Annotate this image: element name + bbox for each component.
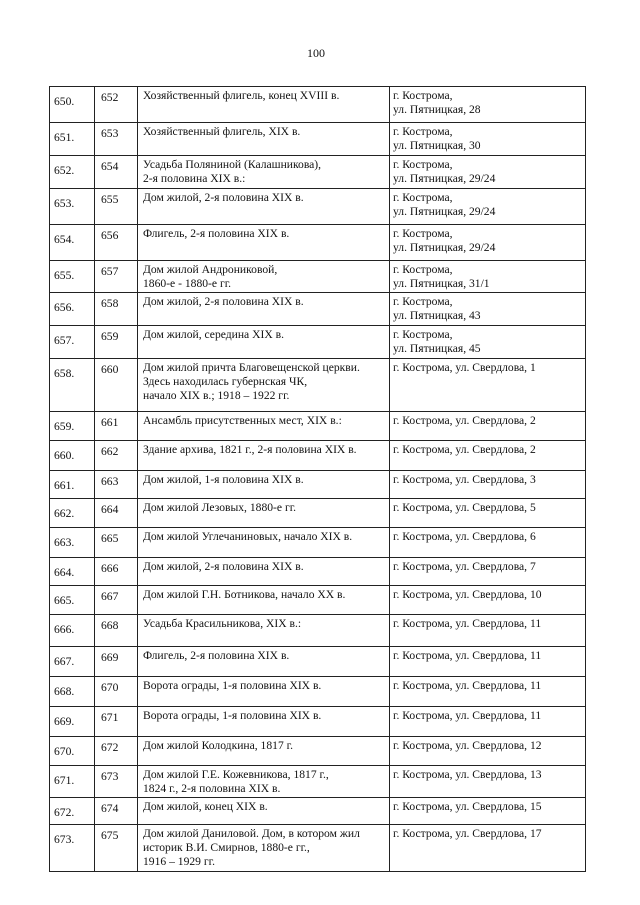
row-number: 661. (54, 479, 75, 492)
object-name: Флигель, 2-я половина XIX в. (143, 649, 290, 662)
table-row (50, 261, 586, 293)
row-code-cell (95, 707, 138, 737)
row-number-cell (50, 123, 95, 156)
row-number: 665. (54, 594, 75, 607)
table-row (50, 528, 586, 558)
object-address: г. Кострома, ул. Свердлова, 5 (393, 501, 536, 514)
object-address: г. Кострома, ул. Пятницкая, 45 (393, 328, 481, 355)
object-name-cell (138, 189, 390, 225)
table-row (50, 677, 586, 707)
object-address: г. Кострома, ул. Свердлова, 2 (393, 443, 536, 456)
object-name-cell (138, 261, 390, 293)
row-number: 662. (54, 507, 75, 520)
row-code-cell (95, 766, 138, 798)
row-number-cell (50, 359, 95, 412)
object-name-cell (138, 441, 390, 471)
row-number-cell (50, 471, 95, 499)
row-code-cell (95, 615, 138, 647)
row-code: 654 (101, 160, 119, 173)
row-code-cell (95, 412, 138, 441)
object-address-cell (390, 156, 586, 189)
object-name: Дом жилой Андрониковой, 1860-е - 1880-е гг. (143, 263, 278, 290)
object-name-cell (138, 825, 390, 872)
table-row (50, 87, 586, 123)
table-row (50, 359, 586, 412)
object-address-cell (390, 766, 586, 798)
row-code: 665 (101, 532, 119, 545)
row-code: 666 (101, 562, 119, 575)
object-name: Дом жилой Колодкина, 1817 г. (143, 739, 293, 752)
row-code: 669 (101, 651, 119, 664)
row-code-cell (95, 677, 138, 707)
object-name-cell (138, 558, 390, 586)
row-number-cell (50, 293, 95, 326)
row-code: 670 (101, 681, 119, 694)
row-code: 658 (101, 297, 119, 310)
row-code-cell (95, 293, 138, 326)
row-code-cell (95, 471, 138, 499)
object-address: г. Кострома, ул. Свердлова, 12 (393, 739, 542, 752)
object-name-cell (138, 615, 390, 647)
row-code: 667 (101, 590, 119, 603)
row-code: 671 (101, 711, 119, 724)
object-name-cell (138, 87, 390, 123)
row-number: 659. (54, 420, 75, 433)
object-name-cell (138, 586, 390, 615)
table-body (50, 87, 586, 872)
row-code-cell (95, 647, 138, 677)
object-name-cell (138, 471, 390, 499)
table-row (50, 586, 586, 615)
row-number: 650. (54, 95, 75, 108)
table-row (50, 766, 586, 798)
object-address: г. Кострома, ул. Пятницкая, 30 (393, 125, 481, 152)
row-code-cell (95, 123, 138, 156)
row-number-cell (50, 225, 95, 261)
row-code-cell (95, 737, 138, 766)
table-row (50, 707, 586, 737)
row-code: 675 (101, 829, 119, 842)
row-code: 659 (101, 330, 119, 343)
row-code-cell (95, 189, 138, 225)
row-code-cell (95, 441, 138, 471)
object-address: г. Кострома, ул. Свердлова, 2 (393, 414, 536, 427)
object-address: г. Кострома, ул. Свердлова, 15 (393, 800, 542, 813)
row-number: 651. (54, 131, 75, 144)
row-number: 667. (54, 655, 75, 668)
row-code: 661 (101, 416, 119, 429)
row-number: 672. (54, 806, 75, 819)
object-name-cell (138, 707, 390, 737)
row-number-cell (50, 677, 95, 707)
row-code-cell (95, 225, 138, 261)
row-code-cell (95, 261, 138, 293)
object-address-cell (390, 87, 586, 123)
table-row (50, 441, 586, 471)
row-number-cell (50, 586, 95, 615)
page-number: 100 (307, 46, 325, 60)
object-name: Хозяйственный флигель, конец XVIII в. (143, 89, 340, 102)
object-address-cell (390, 558, 586, 586)
object-name: Дом жилой, 2-я половина XIX в. (143, 560, 304, 573)
row-number-cell (50, 156, 95, 189)
row-number-cell (50, 647, 95, 677)
object-address: г. Кострома, ул. Пятницкая, 43 (393, 295, 481, 322)
row-number: 673. (54, 833, 75, 846)
object-name: Здание архива, 1821 г., 2-я половина XIX в. (143, 443, 357, 456)
object-address: г. Кострома, ул. Свердлова, 3 (393, 473, 536, 486)
object-address: г. Кострома, ул. Пятницкая, 29/24 (393, 227, 496, 254)
object-name: Дом жилой, середина XIX в. (143, 328, 284, 341)
object-name: Ансамбль присутственных мест, XIX в.: (143, 414, 342, 427)
object-name-cell (138, 647, 390, 677)
table-row (50, 558, 586, 586)
table-row (50, 647, 586, 677)
table-row (50, 189, 586, 225)
row-code: 657 (101, 265, 119, 278)
object-address-cell (390, 586, 586, 615)
object-name: Дом жилой, конец XIX в. (143, 800, 268, 813)
table-row (50, 123, 586, 156)
object-address-cell (390, 499, 586, 528)
object-name: Дом жилой Г.Е. Кожевникова, 1817 г., 1824 г., 2-я половина XIX в. (143, 768, 329, 795)
object-address-cell (390, 798, 586, 825)
object-name: Дом жилой, 2-я половина XIX в. (143, 191, 304, 204)
row-number: 654. (54, 233, 75, 246)
row-number: 671. (54, 774, 75, 787)
object-address: г. Кострома, ул. Пятницкая, 31/1 (393, 263, 490, 290)
row-number-cell (50, 87, 95, 123)
row-number-cell (50, 707, 95, 737)
object-name-cell (138, 359, 390, 412)
table-row (50, 293, 586, 326)
row-number: 653. (54, 197, 75, 210)
table-row (50, 737, 586, 766)
object-name-cell (138, 225, 390, 261)
row-number: 666. (54, 623, 75, 636)
row-code: 653 (101, 127, 119, 140)
object-address-cell (390, 647, 586, 677)
table-row (50, 499, 586, 528)
row-code-cell (95, 326, 138, 359)
object-name-cell (138, 499, 390, 528)
object-address: г. Кострома, ул. Свердлова, 17 (393, 827, 542, 840)
row-code-cell (95, 825, 138, 872)
object-name-cell (138, 412, 390, 441)
row-number: 656. (54, 301, 75, 314)
object-address-cell (390, 293, 586, 326)
object-address-cell (390, 412, 586, 441)
row-code: 663 (101, 475, 119, 488)
object-name: Ворота ограды, 1-я половина XIX в. (143, 679, 322, 692)
row-number-cell (50, 189, 95, 225)
row-code-cell (95, 359, 138, 412)
object-name: Усадьба Поляниной (Калашникова), 2-я половина XIX в.: (143, 158, 322, 185)
row-number: 670. (54, 745, 75, 758)
object-address-cell (390, 441, 586, 471)
object-name-cell (138, 737, 390, 766)
row-code: 673 (101, 770, 119, 783)
object-address-cell (390, 707, 586, 737)
object-name-cell (138, 528, 390, 558)
row-number: 668. (54, 685, 75, 698)
object-name: Дом жилой Лезовых, 1880-е гг. (143, 501, 297, 514)
object-address-cell (390, 359, 586, 412)
object-name-cell (138, 798, 390, 825)
table-row (50, 412, 586, 441)
object-name-cell (138, 766, 390, 798)
row-number: 669. (54, 715, 75, 728)
object-name: Дом жилой Даниловой. Дом, в котором жил историк В.И. Смирнов, 1880-е гг., 1916 – 1929 гг. (143, 827, 360, 868)
row-code-cell (95, 87, 138, 123)
object-address-cell (390, 615, 586, 647)
table-row (50, 156, 586, 189)
row-code-cell (95, 156, 138, 189)
row-number-cell (50, 737, 95, 766)
object-address: г. Кострома, ул. Свердлова, 10 (393, 588, 542, 601)
row-code: 655 (101, 193, 119, 206)
row-code: 656 (101, 229, 119, 242)
row-number: 655. (54, 269, 75, 282)
row-number-cell (50, 412, 95, 441)
row-number-cell (50, 261, 95, 293)
table-row (50, 326, 586, 359)
object-address-cell (390, 189, 586, 225)
row-code-cell (95, 586, 138, 615)
row-number-cell (50, 441, 95, 471)
row-number: 663. (54, 536, 75, 549)
object-name-cell (138, 677, 390, 707)
row-number-cell (50, 825, 95, 872)
object-name: Дом жилой, 2-я половина XIX в. (143, 295, 304, 308)
row-number-cell (50, 615, 95, 647)
table-row (50, 825, 586, 872)
object-address: г. Кострома, ул. Свердлова, 11 (393, 679, 542, 692)
row-code: 660 (101, 363, 119, 376)
table-row (50, 798, 586, 825)
object-name: Дом жилой, 1-я половина XIX в. (143, 473, 304, 486)
object-address-cell (390, 528, 586, 558)
row-code: 664 (101, 503, 119, 516)
row-number: 660. (54, 449, 75, 462)
row-number-cell (50, 499, 95, 528)
object-name: Дом жилой Углечаниновых, начало XIX в. (143, 530, 353, 543)
object-name-cell (138, 293, 390, 326)
object-name: Ворота ограды, 1-я половина XIX в. (143, 709, 322, 722)
row-number: 658. (54, 367, 75, 380)
object-address-cell (390, 326, 586, 359)
row-number: 657. (54, 334, 75, 347)
object-name: Дом жилой причта Благовещенской церкви. Здесь находилась губернская ЧК, начало XIX в.; 1918 – 1922 гг. (143, 361, 360, 402)
row-number-cell (50, 558, 95, 586)
object-name: Флигель, 2-я половина XIX в. (143, 227, 290, 240)
object-address: г. Кострома, ул. Свердлова, 11 (393, 649, 542, 662)
table-row (50, 225, 586, 261)
object-address-cell (390, 261, 586, 293)
row-number-cell (50, 528, 95, 558)
object-address-cell (390, 471, 586, 499)
row-code-cell (95, 499, 138, 528)
object-name: Хозяйственный флигель, XIX в. (143, 125, 301, 138)
row-code: 672 (101, 741, 119, 754)
table-row (50, 615, 586, 647)
monuments-table (49, 86, 586, 872)
table-row (50, 471, 586, 499)
row-code: 662 (101, 445, 119, 458)
object-address-cell (390, 677, 586, 707)
row-code-cell (95, 558, 138, 586)
object-address: г. Кострома, ул. Свердлова, 1 (393, 361, 536, 374)
row-code-cell (95, 528, 138, 558)
row-code-cell (95, 798, 138, 825)
object-address: г. Кострома, ул. Свердлова, 7 (393, 560, 536, 573)
object-address: г. Кострома, ул. Свердлова, 11 (393, 709, 542, 722)
object-address-cell (390, 737, 586, 766)
object-address-cell (390, 825, 586, 872)
object-address-cell (390, 123, 586, 156)
object-name-cell (138, 156, 390, 189)
object-address: г. Кострома, ул. Пятницкая, 29/24 (393, 158, 496, 185)
row-code: 652 (101, 91, 119, 104)
row-number: 664. (54, 566, 75, 579)
object-address: г. Кострома, ул. Свердлова, 11 (393, 617, 542, 630)
row-number-cell (50, 326, 95, 359)
row-code: 674 (101, 802, 119, 815)
object-name-cell (138, 326, 390, 359)
row-number-cell (50, 766, 95, 798)
object-address-cell (390, 225, 586, 261)
object-name-cell (138, 123, 390, 156)
object-name: Усадьба Красильникова, XIX в.: (143, 617, 302, 630)
object-name: Дом жилой Г.Н. Ботникова, начало XX в. (143, 588, 346, 601)
object-address: г. Кострома, ул. Пятницкая, 28 (393, 89, 481, 116)
row-number: 652. (54, 164, 75, 177)
object-address: г. Кострома, ул. Свердлова, 13 (393, 768, 542, 781)
row-code: 668 (101, 619, 119, 632)
object-address: г. Кострома, ул. Свердлова, 6 (393, 530, 536, 543)
row-number-cell (50, 798, 95, 825)
object-address: г. Кострома, ул. Пятницкая, 29/24 (393, 191, 496, 218)
